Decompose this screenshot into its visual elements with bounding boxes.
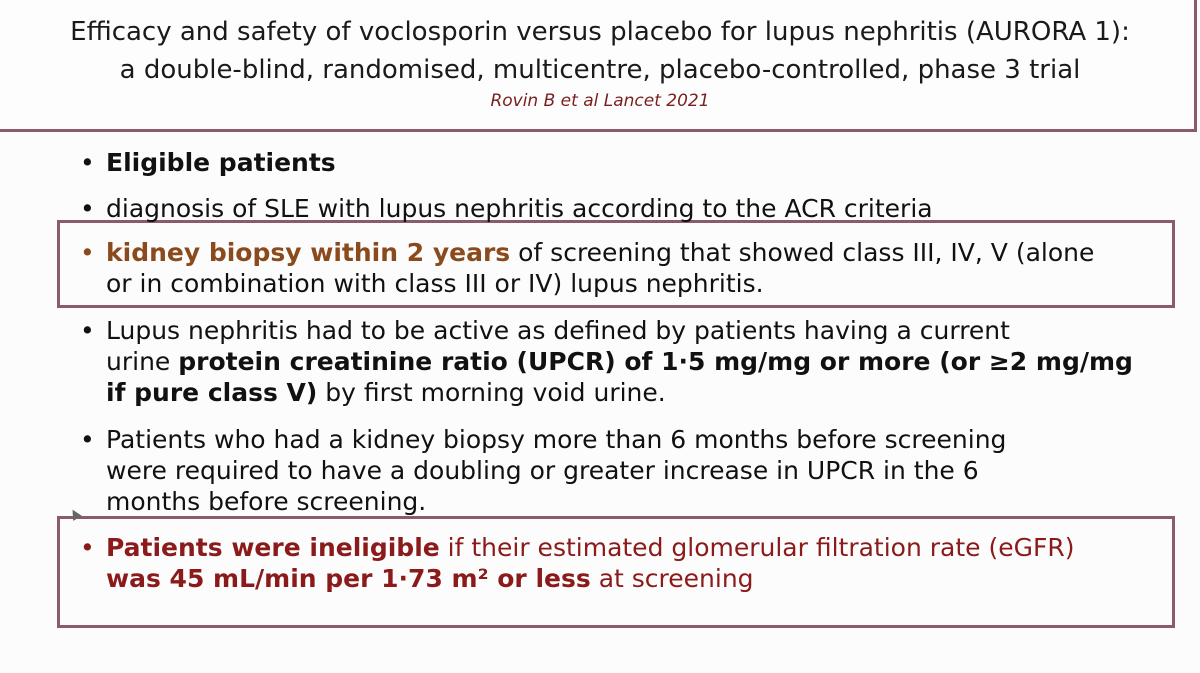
text-line: Lupus nephritis had to be active as defined by patients having a current bbox=[106, 316, 1010, 345]
bullet-dot: • bbox=[80, 425, 95, 454]
bullet-text: Eligible patients bbox=[106, 148, 336, 177]
bullet-dot: • bbox=[80, 533, 95, 562]
bullet-text bbox=[106, 315, 1133, 408]
slide-title-line-1: Efficacy and safety of voclosporin versus placebo for lupus nephritis (AURORA 1): bbox=[70, 17, 1130, 47]
bold-text: protein creatinine ratio (UPCR) of 1·5 mg/mg or more (or ≥2 mg/mg bbox=[178, 347, 1133, 376]
bullet-dot: • bbox=[80, 194, 95, 223]
bullet-dot: • bbox=[80, 316, 95, 345]
bullet-text: diagnosis of SLE with lupus nephritis according to the ACR criteria bbox=[106, 194, 933, 223]
text-line: Patients who had a kidney biopsy more than 6 months before screening bbox=[106, 425, 1007, 454]
bold-text: Patients were ineligible bbox=[106, 533, 440, 562]
bold-text: if pure class V) bbox=[106, 378, 318, 407]
highlight-text: kidney biopsy within 2 years bbox=[106, 238, 511, 267]
bullet-text bbox=[106, 424, 1006, 517]
bullet-text bbox=[106, 237, 1094, 299]
bullet-dot: • bbox=[80, 238, 95, 267]
text-line: months before screening. bbox=[106, 487, 427, 516]
bullet-text bbox=[106, 532, 1075, 594]
bullet-dot: • bbox=[80, 148, 95, 177]
slide-title-line-2: a double-blind, randomised, multicentre, placebo-controlled, phase 3 trial bbox=[119, 55, 1081, 85]
text-span: urine bbox=[106, 347, 179, 376]
bold-text: was 45 mL/min per 1·73 m² or less bbox=[106, 564, 591, 593]
text-span: if their estimated glomerular filtration rate (eGFR) bbox=[439, 533, 1075, 562]
text-line: were required to have a doubling or greater increase in UPCR in the 6 bbox=[106, 456, 979, 485]
text-span: by first morning void urine. bbox=[317, 378, 666, 407]
text-span: at screening bbox=[590, 564, 754, 593]
text-span: of screening that showed class III, IV, V (alone bbox=[510, 238, 1095, 267]
citation: Rovin B et al Lancet 2021 bbox=[490, 91, 710, 111]
text-line: or in combination with class III or IV) lupus nephritis. bbox=[106, 269, 764, 298]
